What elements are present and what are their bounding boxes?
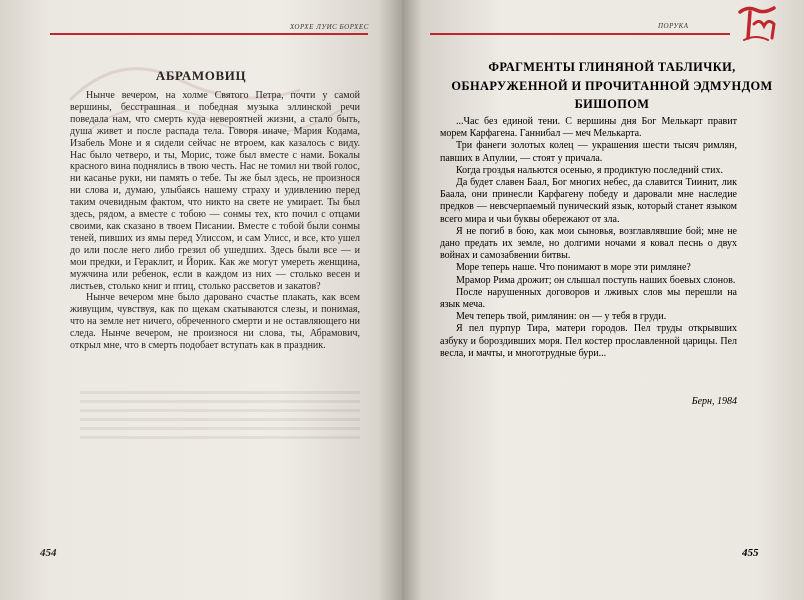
paragraph: Да будет славен Баал, Бог многих небес, да славится Тиинит, лик Баала, они принесли Карфагену победу и даровали мне наследие предков — невсчерпаемый пунический язык, который станет языком всего мира и чьи буквы обережают от зла. — [440, 177, 737, 225]
paragraph: Нынче вечером мне было даровано счастье плакать, как всем живущим, чувствуя, как по щекам скатываются слезы, и понимая, что на земле нет ничего, обреченного смерти и не оставляющего ни следа. Нынче вечером, не произнося ни слова, ты, Абрамович, открыл мне, что в смерть подобает вступать как в праздник. — [70, 292, 360, 352]
body-text-left — [70, 90, 360, 352]
paragraph: Когда гроздья нальются осенью, я продиктую последний стих. — [456, 164, 724, 176]
page-title-left: АБРАМОВИЦ — [155, 68, 247, 83]
paragraph: После нарушенных договоров и лживых слов мы перешли на язык меча. — [440, 286, 737, 311]
running-head-left: ХОРХЕ ЛУИС БОРХЕС — [290, 23, 369, 31]
page-title-right: ФРАГМЕНТЫ ГЛИНЯНОЙ ТАБЛИЧКИ, ОБНАРУЖЕННОЙ И ПРОЧИТАННОЙ ЭДМУНДОМ БИШОПОМ — [451, 60, 773, 111]
signature: Берн, 1984 — [691, 396, 737, 407]
paragraph: Море теперь наше. Что понимают в море эти римляне? — [456, 262, 691, 274]
paragraph: ...Час без единой тени. С вершины дня Бог Мелькарт правит морем Карфагена. Ганнибал — меч Мелькарта. — [440, 116, 737, 140]
paragraph: Я не погиб в бою, как мои сыновья, возглавлявшие бой; мне не дано предать их земле, но долгими ночами я ковал песнь о двух войнах и самозабвении битвы. — [440, 225, 737, 262]
body-text-right — [440, 116, 737, 360]
header-rule-right — [430, 33, 730, 35]
paragraph: Я пел пурпур Тира, матери городов. Пел труды открывших азбуку и бороздивших моря. Пел костер прославленной царицы. Пел весла, и мачты, и многотрудные бури... — [440, 323, 737, 359]
page-number-left: 454 — [40, 547, 57, 559]
running-head-right: ПОРУКА — [658, 22, 689, 30]
page-number-right: 455 — [742, 547, 759, 559]
header-rule-left — [50, 33, 368, 35]
bleed-through-lines — [80, 385, 360, 475]
paragraph: Мрамор Рима дрожит; он слышал поступь наших боевых слонов. — [456, 274, 736, 286]
red-cyrillic-monogram-icon — [736, 4, 780, 44]
paragraph: Меч теперь твой, римлянин: он — у тебя в груди. — [456, 311, 667, 323]
paragraph: Три фанеги золотых колец — украшения шести тысяч римлян, павших в Апулии, — стоят у причала. — [440, 140, 737, 164]
paragraph: Нынче вечером, на холме Святого Петра, почти у самой вершины, бесстрашная и победная музыка эллинской речи поведала нам, что смерть куда невероятней жизни, а стало быть, душа живет и после распада тела. Говоря иначе, Мария Кодама, Изабель Моне и я сидели сейчас не втроем, как казалось с виду. Нас было четверо, и ты, Морис, тоже был вместе с нами. Бокалы красного вина поднялись в твою честь. Нас не томил ни твой голос, ни касанье руки, ни память о тебе. Ты же был здесь, не произнося ни слова и, думаю, улыбаясь нашему страху и удивлению перед таким очевидным фактом, что никто на свете не умирает. Ты был здесь, рядом, а вместе с тобою — сонмы тех, кто почил с отцами своими, как сказано в твоем Писании. Вместе с тобой были сонмы теней, пивших из ямы перед Улиссом, и сам Улисс, и все, кто ушел до или после него либо грезил об ушедших. Здесь были все — и мои предки, и Гераклит, и Йорик. Как же могут умереть женщина, мужчина или ребенок, если в каждом из них — столько весен и листьев, столько книг и птиц, столько рассветов и закатов? — [70, 90, 360, 292]
